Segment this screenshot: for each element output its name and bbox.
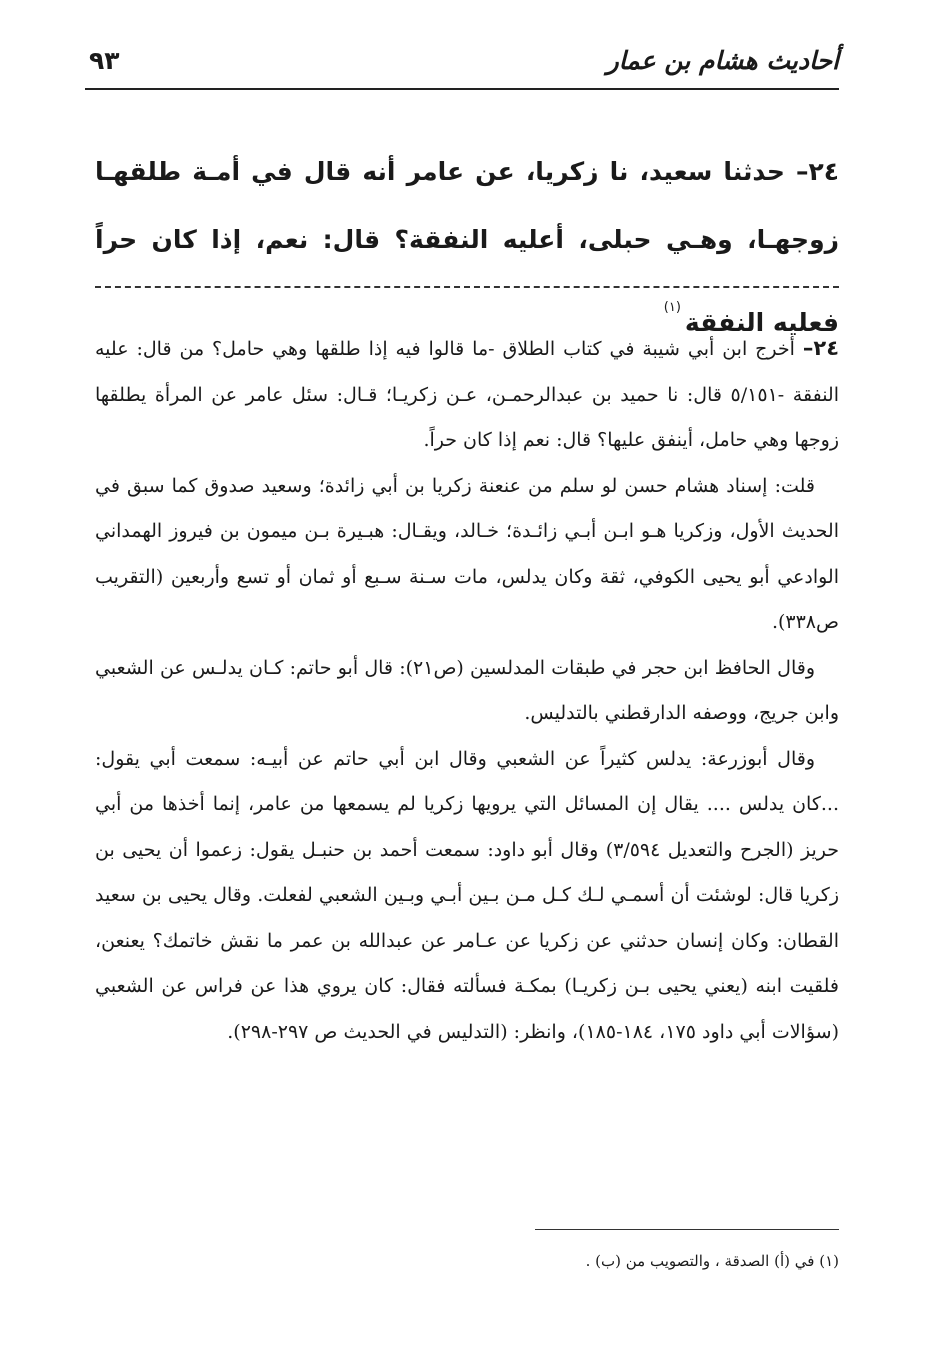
commentary-block xyxy=(95,326,839,1055)
commentary-paragraph-text: أخرج ابن أبي شيبة في كتاب الطلاق -ما قالوا فيه إذا طلقها وهي حامل؟ من قال: عليه النفقة -٥/١٥١ قال: نا حميد بن عبدالرحمـن، عـن زكريـا؛ قـال: سئل عامر عن المرأة يطلقها زوجها وهي حامل، أينفق عليها؟ قال: نعم إذا كان حراً. xyxy=(95,338,839,451)
footnote-rule xyxy=(535,1229,839,1230)
commentary-separator: – xyxy=(802,336,814,360)
footnote xyxy=(95,1248,839,1274)
page-number: ٩٣ xyxy=(89,46,120,75)
footnote-text: في (أ) الصدقة ، والتصويب من (ب) . xyxy=(585,1252,815,1270)
dashed-separator xyxy=(95,286,839,288)
running-title: أحاديث هشام بن عمار xyxy=(606,46,839,75)
commentary-number: ٢٤ xyxy=(813,336,840,360)
hadith-text: حدثنا سعيد، نا زكريا، عن عامر أنه قال في أمـة طلقهـا زوجهـا، وهـي حبلى، أعليه النفقة؟ قال: نعم، إذا كان حراً فعليه النفقة xyxy=(95,157,839,337)
commentary-paragraph: قلت: إسناد هشام حسن لو سلم من عنعنة زكريا بن أبي زائدة؛ وسعيد صدوق كما سبق في الحديث الأول، وزكريا هـو ابـن أبـي زائـدة؛ خـالد، ويقـال: هبـيرة بـن ميمون بن فيروز الهمداني الوادعي أبو يحيى الكوفي، ثقة وكان يدلس، مات سـنة سـبع أو ثمان أو تسع وأربعين (التقريب ص٣٣٨). xyxy=(95,474,839,633)
hadith-text-block xyxy=(95,138,839,357)
hadith-number: ٢٤ xyxy=(808,157,839,186)
commentary-paragraph: وقال أبوزرعة: يدلس كثيراً عن الشعبي وقال ابن أبي حاتم عن أبيـه: سمعت أبي يقول: ...كان يدلس .... يقال إن المسائل التي يرويها زكريا لم يسمعها من عامر، إنما أخذها من أبي حريز (الجرح والتعديل ٣/٥٩٤) وقال أبو داود: سمعت أحمد بن حنبـل يقول: زعموا أن يحيى بن زكريا قال: لوشئت أن أسمـي لـك كـل مـن بـين أبـي وبـين الشعبي لفعلت. وقال يحيى بن سعيد القطان: وكان إنسان حدثني عن زكريا عن عـامر عن عبدالله بن عمر ما نقش خاتمك؟ يعنعن، فلقيت ابنه (يعني يحيى بـن زكريـا) بمكـة فسألته فقال: كان يروي هذا عن فراس عن الشعبي (سؤالات أبي داود ١٧٥، ١٨٤-١٨٥)، وانظر: (التدليس في الحديث ص ٢٩٧-٢٩٨). xyxy=(95,747,839,1043)
page-header xyxy=(85,40,839,90)
commentary-paragraph: وقال الحافظ ابن حجر في طبقات المدلسين (ص٢١): قال أبو حاتم: كـان يدلـس عن الشعبي وابن جريج، ووصفه الدارقطني بالتدليس. xyxy=(95,656,839,724)
hadith-separator: – xyxy=(795,157,809,186)
commentary-paragraph xyxy=(95,326,839,464)
footnote-marker: (١) xyxy=(819,1252,839,1270)
footnote-reference: (١) xyxy=(663,300,681,315)
